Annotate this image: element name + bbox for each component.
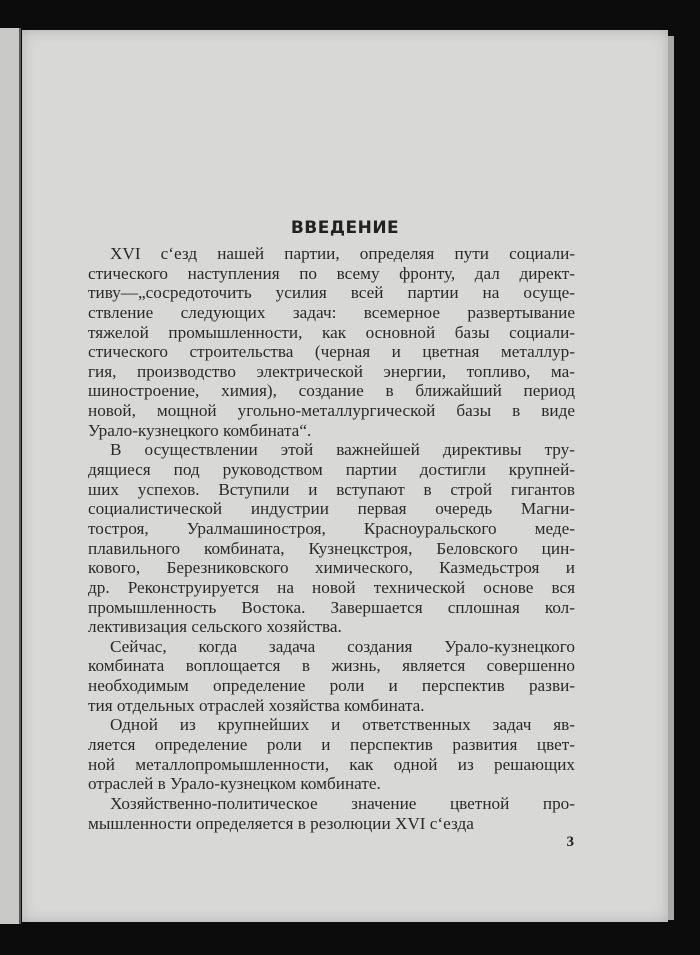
text-line: комбината воплощается в жизнь, является совершенно	[88, 656, 575, 676]
text-line: новой, мощной угольно-металлургической базы в виде	[88, 401, 575, 421]
text-line: мышленности определяется в резолюции XVI с‘езда	[88, 813, 474, 833]
text-line: социалистической индустрии первая очередь Магни-	[88, 499, 575, 519]
text-line: ствление следующих задач: всемерное развертывание	[88, 302, 575, 322]
text-line: В осуществлении этой важнейшей директивы тру-	[110, 440, 575, 460]
text-line: лективизация сельского хозяйства.	[88, 617, 342, 637]
text-line: стического наступления по всему фронту, дал директ-	[88, 263, 575, 283]
text-line: отраслей в Урало-кузнецком комбинате.	[88, 774, 381, 794]
text-line: необходимым определение роли и перспектив разви-	[88, 676, 575, 696]
page-heading: ВВЕДЕНИЕ	[290, 218, 400, 238]
book-page	[22, 30, 668, 922]
body-text	[88, 244, 575, 833]
text-line: др. Реконструируется на новой технической основе вся	[88, 577, 575, 597]
text-line: Урало-кузнецкого комбината“.	[88, 420, 312, 440]
text-line: ших успехов. Вступили и вступают в строй гигантов	[88, 479, 575, 499]
text-line: плавильного комбината, Кузнецкстроя, Беловского цин-	[88, 538, 575, 558]
text-line: ной металлопромышленности, как одной из решающих	[88, 754, 575, 774]
text-line: стического строительства (черная и цветная металлур-	[88, 342, 575, 362]
text-line: тяжелой промышленности, как основной базы социали-	[88, 322, 575, 342]
text-line: тиву—„сосредоточить усилия всей партии на осуще-	[88, 283, 575, 303]
text-line: ляется определение роли и перспектив развития цвет-	[88, 735, 575, 755]
adjacent-page-edge	[0, 28, 21, 924]
text-line: промышленность Востока. Завершается сплошная кол-	[88, 597, 575, 617]
text-line: гия, производство электрической энергии, топливо, ма-	[88, 361, 575, 381]
text-line: кового, Березниковского химического, Казмедьстроя и	[88, 558, 575, 578]
page-number: 3	[566, 834, 574, 850]
text-line: XVI с‘езд нашей партии, определяя пути социали-	[110, 244, 575, 263]
text-line: шиностроение, химия), создание в ближайший период	[88, 381, 575, 401]
text-line: тостроя, Уралмашиностроя, Красноуральского меде-	[88, 518, 575, 538]
text-line: Сейчас, когда задача создания Урало-кузнецкого	[110, 636, 575, 656]
text-line: Одной из крупнейших и ответственных задач яв-	[110, 715, 575, 735]
text-line: Хозяйственно-политическое значение цветной про-	[110, 793, 575, 813]
text-line: дящиеся под руководством партии достигли крупней-	[88, 460, 575, 480]
text-line: тия отдельных отраслей хозяйства комбината.	[88, 695, 425, 715]
